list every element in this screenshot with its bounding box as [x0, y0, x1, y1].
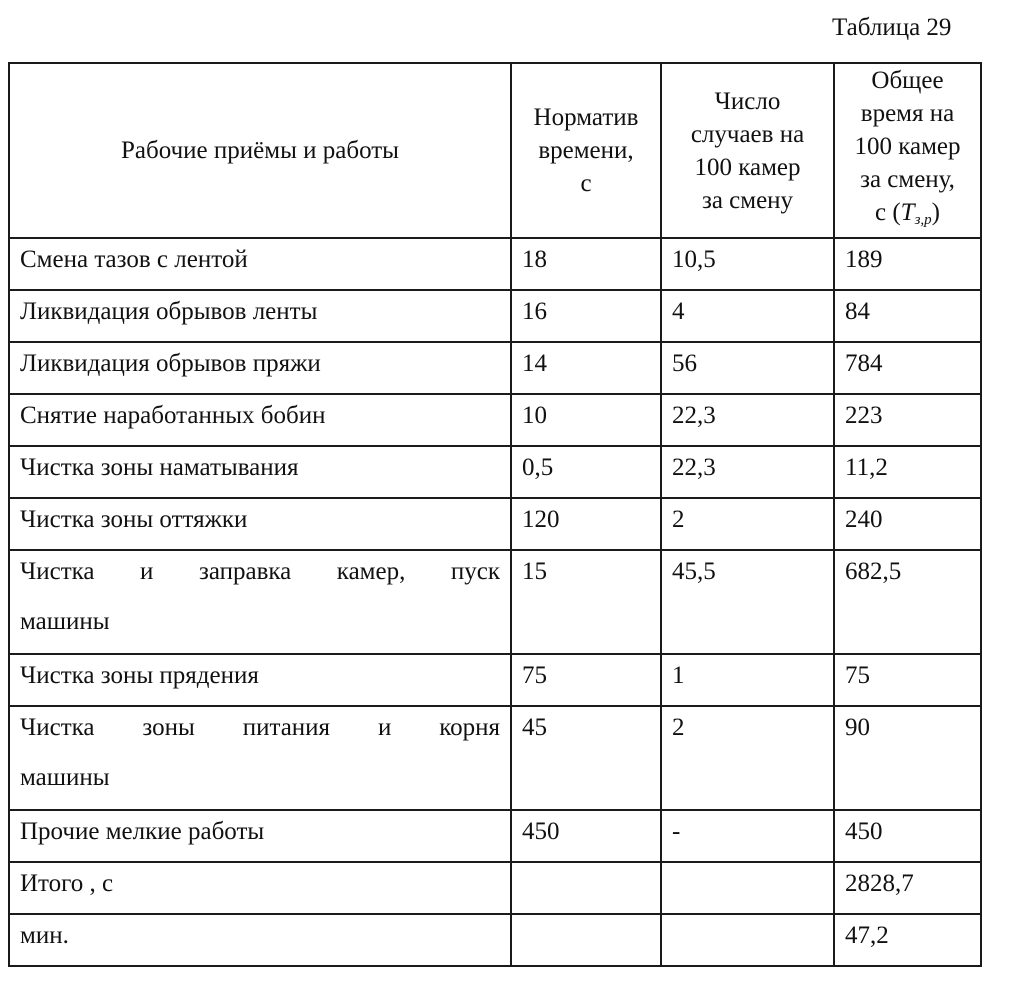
cell-total-text: 47,2	[845, 922, 889, 949]
cell-cases	[661, 654, 834, 706]
table-row-total-minutes	[9, 914, 981, 966]
table-row	[9, 498, 981, 550]
cell-norm	[511, 498, 661, 550]
cell-total	[834, 550, 981, 654]
cell-norm	[511, 654, 661, 706]
cell-total-text: 84	[845, 298, 870, 325]
cell-cases-text: 56	[672, 350, 697, 377]
cell-cases	[661, 914, 834, 966]
cell-norm-text: 0,5	[522, 454, 554, 481]
cell-cases	[661, 238, 834, 290]
cell-cases-text: -	[672, 818, 681, 845]
cell-cases-text	[662, 915, 833, 921]
cell-operation	[9, 342, 511, 394]
table-row	[9, 654, 981, 706]
header-time-norm-line1: Норматив	[533, 104, 639, 131]
header-total-line1: Общее	[871, 67, 944, 94]
cell-total-text: 189	[845, 246, 883, 273]
cell-operation-text: Чистка зоны питания и корня	[20, 714, 500, 741]
cell-norm-text: 16	[522, 298, 547, 325]
table-row	[9, 342, 981, 394]
cell-cases-text: 45,5	[672, 558, 716, 585]
table-row-total-seconds	[9, 862, 981, 914]
header-cases-line4: за смену	[701, 186, 794, 214]
cell-norm	[511, 706, 661, 810]
cell-norm-text	[512, 863, 660, 869]
table-row	[9, 394, 981, 446]
cell-operation-text: Чистка зоны наматывания	[20, 454, 299, 481]
table-row	[9, 550, 981, 654]
cell-operation-text: Смена тазов с лентой	[20, 246, 248, 273]
cell-total	[834, 862, 981, 914]
cell-total	[834, 914, 981, 966]
table-row	[9, 810, 981, 862]
cell-operation	[9, 446, 511, 498]
cell-norm	[511, 394, 661, 446]
cell-total	[834, 706, 981, 810]
cell-total	[834, 498, 981, 550]
cell-total	[834, 446, 981, 498]
header-total-unit-prefix: с (	[874, 199, 901, 226]
cell-total	[834, 394, 981, 446]
header-total-line4: за смену,	[860, 166, 955, 193]
cell-norm	[511, 914, 661, 966]
cell-operation-text: Ликвидация обрывов ленты	[20, 298, 318, 325]
header-cases-line3: 100 камер	[694, 153, 801, 181]
cell-operation	[9, 394, 511, 446]
cell-cases	[661, 342, 834, 394]
cell-operation-text: мин.	[20, 922, 69, 949]
work-time-table	[8, 62, 982, 967]
cell-norm-text: 15	[522, 558, 547, 585]
cell-total-text: 240	[845, 506, 883, 533]
cell-operation	[9, 654, 511, 706]
cell-total-text: 682,5	[845, 558, 902, 585]
cell-cases-text: 2	[672, 506, 685, 533]
header-cases-line1: Число	[714, 87, 781, 115]
cell-norm	[511, 446, 661, 498]
cell-cases-text: 4	[672, 298, 685, 325]
cell-total	[834, 810, 981, 862]
cell-cases-text: 2	[672, 714, 685, 741]
cell-operation-text: Чистка и заправка камер, пуск	[20, 558, 500, 585]
cell-norm-text: 120	[522, 506, 560, 533]
header-operations	[9, 63, 511, 238]
cell-operation	[9, 550, 511, 654]
cell-cases-text: 1	[672, 662, 685, 689]
cell-norm-text: 75	[522, 662, 547, 689]
table-row	[9, 290, 981, 342]
header-operations-label: Рабочие приёмы и работы	[121, 137, 399, 164]
cell-operation-text-cont: машины	[20, 608, 110, 635]
header-cases-line2: случаев на	[690, 120, 805, 148]
header-time-norm	[511, 63, 661, 238]
cell-norm	[511, 810, 661, 862]
cell-norm	[511, 550, 661, 654]
cell-norm-text: 18	[522, 246, 547, 273]
header-total-line3: 100 камер	[854, 133, 961, 160]
cell-cases	[661, 706, 834, 810]
cell-cases-text: 10,5	[672, 246, 716, 273]
cell-operation-text: Итого , с	[20, 870, 114, 897]
cell-operation-text: Прочие мелкие работы	[20, 818, 265, 845]
cell-cases	[661, 550, 834, 654]
header-total-subscript: з,р	[914, 212, 932, 228]
cell-operation	[9, 914, 511, 966]
header-total-close-paren: )	[931, 199, 940, 226]
cell-total-text: 450	[845, 818, 883, 845]
table-row	[9, 446, 981, 498]
header-time-norm-line2: времени,	[538, 137, 634, 164]
header-total-symbol: T	[900, 199, 915, 226]
cell-total-text: 2828,7	[845, 870, 914, 897]
cell-operation-text: Снятие наработанных бобин	[20, 402, 326, 429]
cell-cases-text: 22,3	[672, 402, 716, 429]
cell-operation	[9, 238, 511, 290]
cell-total	[834, 654, 981, 706]
cell-cases	[661, 290, 834, 342]
cell-total	[834, 342, 981, 394]
cell-operation-text: Чистка зоны прядения	[20, 662, 259, 689]
cell-total-text: 784	[845, 350, 883, 377]
cell-norm	[511, 342, 661, 394]
cell-norm-text: 45	[522, 714, 547, 741]
cell-norm	[511, 862, 661, 914]
cell-cases	[661, 394, 834, 446]
cell-total	[834, 290, 981, 342]
cell-operation	[9, 862, 511, 914]
cell-cases	[661, 446, 834, 498]
cell-operation-text-cont: машины	[20, 764, 110, 791]
cell-operation	[9, 810, 511, 862]
cell-operation-text: Ликвидация обрывов пряжи	[20, 350, 321, 377]
cell-norm	[511, 238, 661, 290]
cell-operation	[9, 290, 511, 342]
cell-cases-text	[662, 863, 833, 869]
cell-total-text: 223	[845, 402, 883, 429]
header-time-norm-line3: с	[580, 170, 592, 197]
cell-operation-text: Чистка зоны оттяжки	[20, 506, 248, 533]
cell-norm-text: 14	[522, 350, 547, 377]
cell-cases	[661, 810, 834, 862]
cell-norm-text	[512, 915, 660, 921]
cell-cases	[661, 862, 834, 914]
cell-norm-text: 10	[522, 402, 547, 429]
header-total-line5	[835, 196, 980, 237]
header-total-time	[834, 63, 981, 238]
table-header-row	[9, 63, 981, 238]
header-cases-count	[661, 63, 834, 238]
cell-norm	[511, 290, 661, 342]
cell-cases	[661, 498, 834, 550]
cell-cases-text: 22,3	[672, 454, 716, 481]
cell-total-text: 90	[845, 714, 870, 741]
table-row	[9, 706, 981, 810]
table-caption: Таблица 29	[832, 14, 952, 41]
header-total-line2: время на	[860, 100, 955, 127]
cell-operation	[9, 706, 511, 810]
cell-operation	[9, 498, 511, 550]
cell-total	[834, 238, 981, 290]
cell-total-text: 75	[845, 662, 870, 689]
cell-norm-text: 450	[522, 818, 560, 845]
cell-total-text: 11,2	[845, 454, 888, 481]
table-row	[9, 238, 981, 290]
